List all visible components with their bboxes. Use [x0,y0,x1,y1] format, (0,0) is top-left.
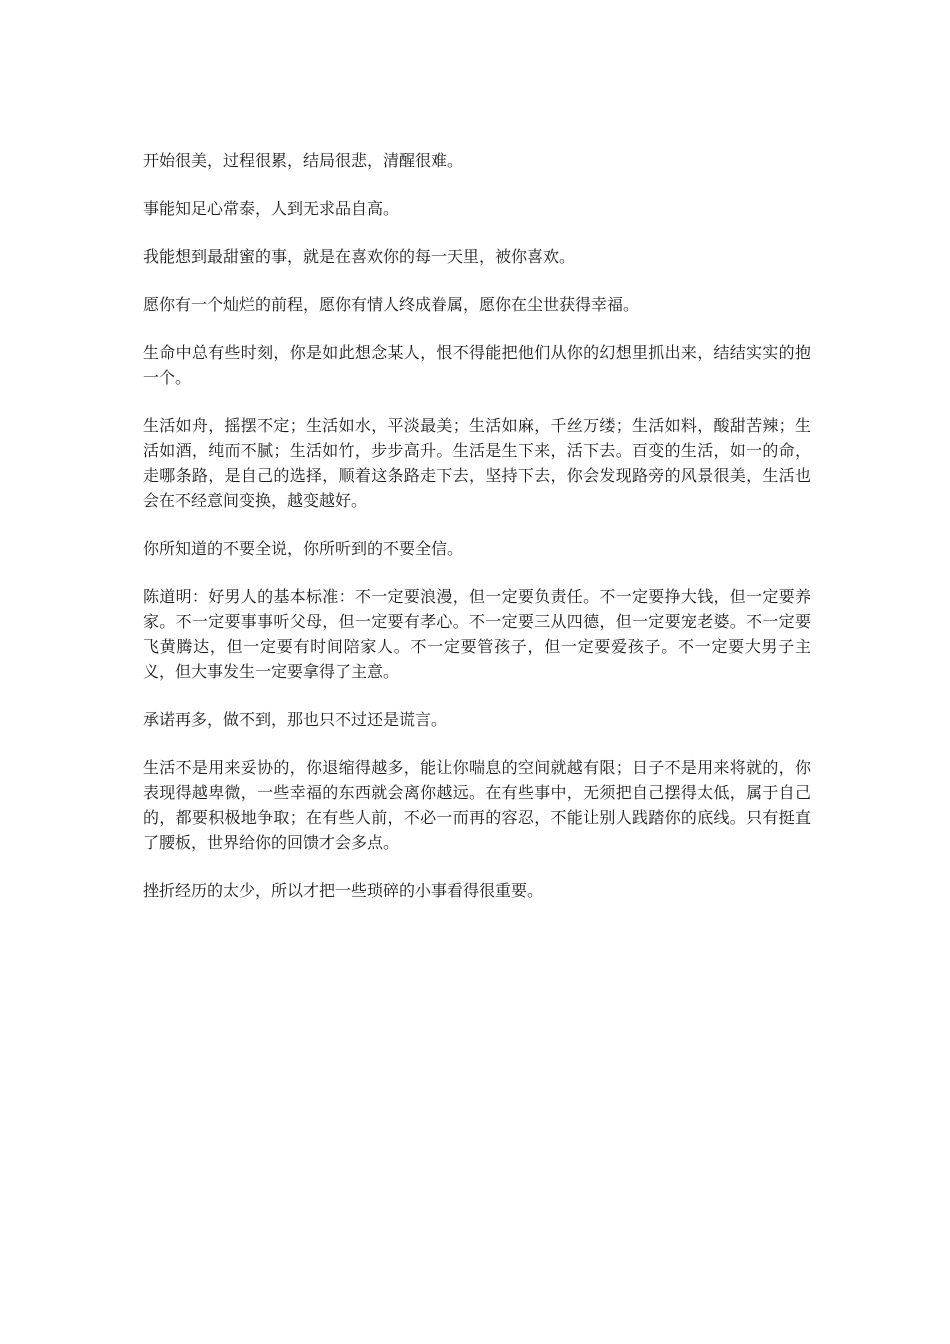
paragraph-6: 生活如舟，摇摆不定；生活如水，平淡最美；生活如麻，千丝万缕；生活如料，酸甜苦辣；生活如酒，纯而不腻；生活如竹，步步高升。生活是生下来，活下去。百变的生活，如一的命，走哪条路，是自己的选择，顺着这条路走下去，坚持下去，你会发现路旁的风景很美，生活也会在不经意间变换，越变越好。 [143,416,811,510]
paragraph-1: 开始很美，过程很累，结局很悲，清醒很难。 [143,151,464,170]
paragraph-8: 陈道明：好男人的基本标准：不一定要浪漫，但一定要负责任。不一定要挣大钱，但一定要养家。不一定要事事听父母，但一定要有孝心。不一定要三从四德，但一定要宠老婆。不一定要飞黄腾达，但一定要有时间陪家人。不一定要管孩子，但一定要爱孩子。不一定要大男子主义，但大事发生一定要拿得了主意。 [143,587,811,681]
paragraph-2: 事能知足心常泰，人到无求品自高。 [143,199,400,218]
paragraph-5: 生命中总有些时刻，你是如此想念某人，恨不得能把他们从你的幻想里抓出来，结结实实的抱一个。 [143,343,811,387]
paragraph-10: 生活不是用来妥协的，你退缩得越多，能让你喘息的空间就越有限；日子不是用来将就的，你表现得越卑微，一些幸福的东西就会离你越远。在有些事中，无须把自己摆得太低，属于自己的，都要积极地争取；在有些人前，不必一而再的容忍，不能让别人践踏你的底线。只有挺直了腰板，世界给你的回馈才会多点。 [143,758,811,852]
paragraph-9: 承诺再多，做不到，那也只不过还是谎言。 [143,710,448,729]
paragraph-3: 我能想到最甜蜜的事，就是在喜欢你的每一天里，被你喜欢。 [143,247,576,266]
document-page [143,148,811,926]
paragraph-7: 你所知道的不要全说，你所听到的不要全信。 [143,539,464,558]
paragraph-11: 挫折经历的太少，所以才把一些琐碎的小事看得很重要。 [143,881,544,900]
paragraph-4: 愿你有一个灿烂的前程，愿你有情人终成眷属，愿你在尘世获得幸福。 [143,295,640,314]
